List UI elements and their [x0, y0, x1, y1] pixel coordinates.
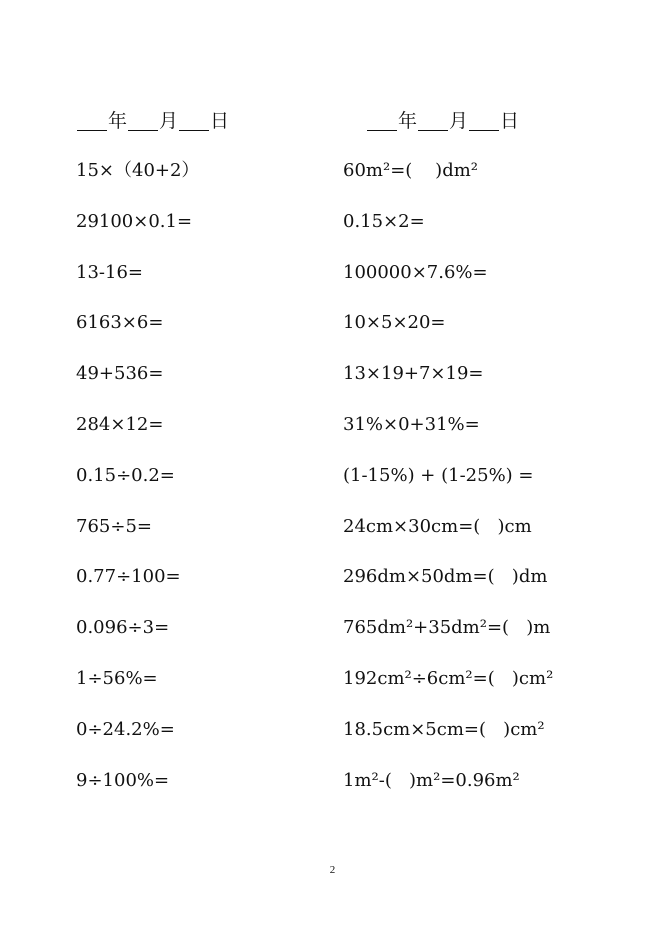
problem-item: 296dm×50dm=( )dm: [343, 566, 548, 588]
problem-item: 49+536=: [76, 363, 164, 385]
day-blank: [179, 110, 209, 131]
problem-item: 6163×6=: [76, 312, 164, 334]
month-blank: [128, 110, 158, 131]
year-blank: [77, 110, 107, 131]
problem-item: 60m²=( )dm²: [343, 160, 479, 181]
right-column: [343, 104, 553, 816]
problem-item: 192cm²÷6cm²=( )cm²: [343, 667, 554, 689]
problem-item: 0.77÷100=: [76, 566, 181, 588]
problem-item: 18.5cm×5cm=( )cm²: [343, 718, 545, 740]
year-label: 年: [398, 110, 418, 132]
month-blank: [418, 110, 448, 131]
problem-item: 15×（40+2）: [76, 160, 200, 181]
month-label: 月: [159, 110, 179, 132]
problem-item: 0.096÷3=: [76, 617, 170, 639]
date-line: [366, 104, 553, 138]
problem-item: 24cm×30cm=( )cm: [343, 515, 532, 537]
problem-item: 100000×7.6%=: [343, 261, 488, 283]
problem-item: 0÷24.2%=: [76, 718, 175, 740]
problem-item: 29100×0.1=: [76, 210, 193, 232]
problem-item: 10×5×20=: [343, 312, 446, 334]
problem-item: (1-15%) + (1-25%) =: [343, 464, 534, 486]
year-label: 年: [108, 110, 128, 132]
day-label: 日: [500, 110, 520, 132]
problem-item: 13×19+7×19=: [343, 363, 484, 385]
problem-item: 0.15×2=: [343, 210, 425, 232]
problem-item: 1÷56%=: [76, 667, 158, 689]
problem-item: 765dm²+35dm²=( )m: [343, 617, 551, 639]
date-line: [76, 104, 229, 138]
problem-item: 765÷5=: [76, 515, 152, 537]
problem-item: 1m²-( )m²=0.96m²: [343, 769, 520, 791]
problem-item: 284×12=: [76, 413, 164, 435]
page-number: 2: [329, 864, 336, 876]
day-blank: [469, 110, 499, 131]
year-blank: [367, 110, 397, 131]
problem-item: 0.15÷0.2=: [76, 464, 175, 486]
problem-item: 31%×0+31%=: [343, 413, 480, 435]
month-label: 月: [449, 110, 469, 132]
day-label: 日: [210, 110, 230, 132]
problem-item: 9÷100%=: [76, 769, 170, 791]
problem-item: 13-16=: [76, 261, 143, 283]
left-column: [76, 104, 229, 816]
